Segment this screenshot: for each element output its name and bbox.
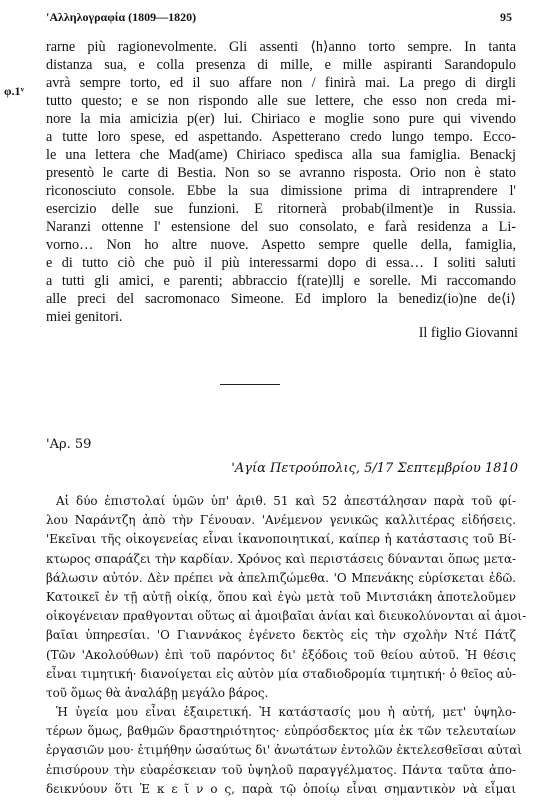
text-line: a tutte loro spese, ed aspettando. Aspetterano credo lungo tempo. Ecco-	[46, 129, 516, 145]
page-number: 95	[500, 10, 512, 24]
text-line: βάλωσιν αὐτόν. Δὲν πρέπει νὰ ἀπελπιζώμεθα. 'Ο Μπενάκης εὑρίσκεται ἐδῶ.	[46, 570, 516, 585]
text-line: ἐργασιῶν μου· ἐτιμήθην ὡσαύτως δι' ἀνωτάτων ἐντολῶν ἐκτελεσθεῖσαι αὐταὶ	[46, 743, 522, 758]
text-line: nore la mia amicizia p(er) lui. Chiriaco e moglie sono pure qui vivendo	[46, 111, 516, 127]
text-line: λου Ναράντζη ἀπὸ τὴν Γένουαν. 'Ανέμενον γενικῶς καλλιτέρας εἰδήσεις.	[46, 513, 516, 528]
text-line: avrà sempre torto, ed il suo affare non / finirà mai. La prego di dirgli	[46, 75, 516, 91]
text-line: miei genitori.	[46, 309, 123, 325]
text-line: τέρων ὅμως, βαθμῶν δραστηριότητος· εὐπρόσδεκτος μία ἐκ τῶν τελευταίων	[46, 724, 516, 739]
running-head	[46, 10, 512, 28]
text-line: le una lettera che Mad(ame) Chiriaco spedisca alla sua famiglia. Benackj	[46, 147, 516, 163]
text-line: Naranzi ottenne l' estensione del suo consolato, e farà residenza a Li-	[46, 219, 516, 235]
text-line: δεικνύουν ὅτι Ἐ κ ε ῖ ν ο ς, παρὰ τῷ ὁποίῳ εἶναι σημαντικὸν νὰ εἶμαι	[46, 781, 516, 796]
text-line: οἰκογένειαν πραθγονται οὕτως αἱ ἀμοιβαῖαι ἀνίαι καὶ διευκολύνονται αἱ ἀμοι-	[46, 609, 527, 624]
text-line: τοῦ ὅμως θὰ ἀναλάβῃ μεγάλο βάρος.	[46, 685, 269, 700]
text-line: tutto questo; e se non rispondo alle sue lettere, che esso non creda mi-	[46, 93, 516, 109]
text-line: riconosciuto console. Ebbe la sua dimissione prima di intraprendere l'	[46, 183, 516, 199]
text-line: distanza sua, e colla presenza di mille, e mille aspiranti Sarandopulo	[46, 57, 516, 73]
text-line: a tutti gli amici, e parenti; abbraccio f(rate)llj e sorelle. Mi raccomando	[46, 273, 516, 289]
section-divider	[220, 384, 280, 385]
text-line: εἶναι τιμητική· διανοίγεται εἰς αὐτὸν μία σταδιοδρομία τιμητική· ὁ θεῖος αὐ-	[46, 666, 516, 681]
folio-margin-note: φ.1ᵛ	[4, 84, 25, 98]
text-line: presentò le carte di Bestia. Non so se avranno risposta. Orio non è stato	[46, 165, 516, 181]
text-line: rarne più ragionevolmente. Gli assenti ⟨h⟩anno torto sempre. In tanta	[46, 39, 516, 55]
text-line: e di tutto ciò che può il più interessarmi dopo di essa… I soliti saluti	[46, 255, 516, 271]
text-line: βαῖαι ὑπηρεσίαι. 'Ο Γιαννάκος ἐγένετο δεκτὸς εἰς τὴν σχολὴν Ντέ Πάτζ	[46, 628, 516, 643]
text-line: Ἡ ὑγεία μου εἶναι ἐξαιρετική. Ἡ κατάστασίς μου ἡ αὐτή, μετ' ὑψηλο-	[56, 705, 516, 720]
text-line: alle preci del sacromonaco Simeone. Ed imploro la benediz(io)ne de⟨i⟩	[46, 291, 516, 307]
letter-signature: Il figlio Giovanni	[418, 325, 518, 341]
text-line: ἐπισύρουν τὴν εὐαρέσκειαν τοῦ ὑψηλοῦ παραγγέλματος. Πάντα ταῦτα ἀπο-	[46, 762, 516, 777]
italian-letter-text	[46, 38, 516, 326]
text-line: (Τῶν 'Ακολούθων) ἐπὶ τοῦ παρόντος δι' ἐξόδοις τοῦ θείου αὐτοῦ. Ἡ θέσις	[46, 647, 516, 662]
text-line: Κατοικεῖ ἐν τῇ αὐτῇ οἰκίᾳ, ὅπου καὶ ἐγὼ μετὰ τοῦ Μιντσιάκη ἀποτελοῦμεν	[46, 589, 516, 604]
text-line: Αἱ δύο ἐπιστολαί ὑμῶν ὑπ' ἀριθ. 51 καὶ 52 ἀπεστάλησαν παρὰ τοῦ φί-	[56, 494, 516, 508]
text-line: vorno… Non ho altre nuove. Aspetto sempre quelle della, famiglia,	[46, 237, 516, 253]
text-line: esercizio delle sue funzioni. E ritornerà probab(ilment)e in Russia.	[46, 201, 516, 217]
running-title: 'Αλληλογραφία (1809—1820)	[46, 10, 197, 24]
greek-letter-text	[46, 492, 527, 799]
text-line: 'Εκεῖναι τῆς οἰκογενείας εἶναι ἱκανοποιητικαί, καίπερ ἡ κατάστασις τοῦ Βί-	[46, 532, 516, 547]
text-line: κτωρος σπαράζει τὴν καρδίαν. Χρόνος καὶ περιστάσεις δύνανται ὅπως μετα-	[46, 551, 516, 566]
letter-dateline: 'Αγία Πετρούπολις, 5/17 Σεπτεμβρίου 1810	[231, 461, 518, 476]
letter-number: 'Αρ. 59	[46, 437, 92, 452]
